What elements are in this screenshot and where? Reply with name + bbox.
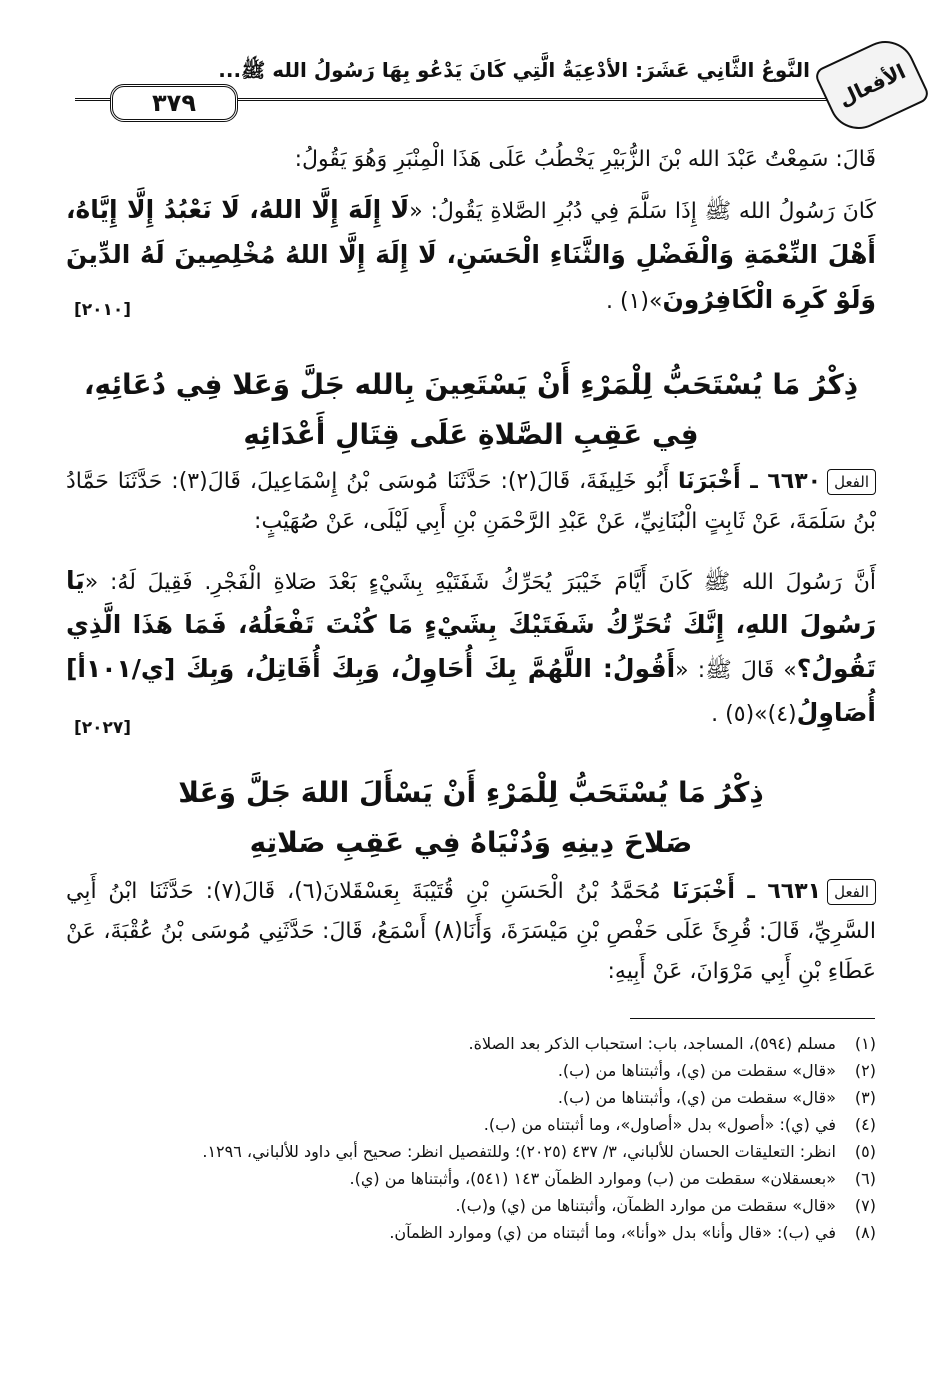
footnote-text: «قال» سقطت من (ي)، وأثبتناها من (ب). [557, 1088, 836, 1107]
hadith-end-bold: لَا إِلَهَ إِلَّا اللهُ، لَا نَعْبُدُ إِلَّا إِيَّاهُ، أَهْلَ النِّعْمَةِ وَالْفَضْلِ وَالثَّنَاءِ الْحَسَنِ، لَا إِلَهَ إِلَّا اللهُ مُخْلِصِينَ لَهُ الدِّينَ وَلَوْ كَرِهَ الْكَافِرُونَ [66, 195, 876, 314]
footnote-number: (٦) [854, 1169, 876, 1188]
footnote-text: انظر: التعليقات الحسان للألباني، ٣/ ٤٣٧ (٢٠٢٥)؛ وللتفصيل انظر: صحيح أبي داود للألباني، ١٢٩٦. [202, 1142, 836, 1161]
footnotes [66, 1030, 876, 1246]
hadith-6631-number: ٦٦٣١ ـ أَخْبَرَنَا [672, 879, 822, 904]
footnote-number: (٢) [854, 1061, 876, 1080]
hadith-end-line1: قَالَ: سَمِعْتُ عَبْدَ الله بْنَ الزُّبَيْرِ يَخْطُبُ عَلَى هَذَا الْمِنْبَرِ وَهُوَ يَقُولُ: [294, 147, 876, 172]
hadith-6630-matn-mid: » قَالَ ﷺ: « [675, 658, 797, 683]
section2-heading [60, 768, 882, 868]
hadith-end-close: »(١) . [606, 289, 663, 314]
hadith-6630-isnad [66, 462, 876, 542]
section1-heading [60, 360, 882, 460]
footnote [66, 1111, 876, 1138]
footnote [66, 1084, 876, 1111]
page-header [70, 48, 920, 128]
hadith-6630-isnad-text: أَبُو خَلِيفَةَ، قَالَ(٢): حَدَّثَنَا مُوسَى بْنُ إِسْمَاعِيلَ، قَالَ(٣): حَدَّثَنَا حَمَّادُ بْنُ سَلَمَةَ، عَنْ ثَابِتٍ الْبُنَانِيِّ، عَنْ عَبْدِ الرَّحْمَنِ بْنِ أَبِي لَيْلَى، عَنْ صُهَيْبٍ: [66, 469, 876, 534]
page-number: ٣٧٩ [110, 84, 238, 122]
footnote-text: مسلم (٥٩٤)، المساجد، باب: استحباب الذكر بعد الصلاة. [468, 1034, 836, 1053]
footnote-separator [630, 1018, 875, 1019]
footnote-number: (٣) [854, 1088, 876, 1107]
footnote-text: في (ب): «قال وأنا» بدل «وأنا»، وما أثبتناه من (ي) وموارد الظمآن. [389, 1223, 836, 1242]
hadith-6631-isnad-text: مُحَمَّدُ بْنُ الْحَسَنِ بْنِ قُتَيْبَةَ بِعَسْقَلانَ(٦)، قَالَ(٧): حَدَّثَنَا ابْنُ أَبِي السَّرِيِّ، قَالَ: قُرِئَ عَلَى حَفْصِ بْنِ مَيْسَرَةَ، وَأَنَا(٨) أَسْمَعُ، قَالَ: حَدَّثَنِي مُوسَى بْنُ عُقْبَةَ، عَنْ عَطَاءِ بْنِ أَبِي مَرْوَانَ، عَنْ أَبِيهِ: [66, 879, 876, 984]
hadith-end-plain: كَانَ رَسُولُ الله ﷺ إِذَا سَلَّمَ فِي دُبُرِ الصَّلاةِ يَقُولُ: « [409, 199, 876, 224]
footnote-number: (٧) [854, 1196, 876, 1215]
hadith-6630-matn-end: (٤)»(٥) . [711, 702, 797, 727]
footnote-number: (٥) [854, 1142, 876, 1161]
footnote [66, 1219, 876, 1246]
footnote-text: «قال» سقطت من (ي)، وأثبتناها من (ب). [557, 1061, 836, 1080]
footnote [66, 1138, 876, 1165]
section-badge: الأفعال [813, 31, 931, 139]
hadith-6630-label: الفعل [827, 469, 876, 495]
footnote [66, 1165, 876, 1192]
section1-heading-line2: فِي عَقِبِ الصَّلاةِ عَلَى قِتَالِ أَعْدَائِهِ [243, 418, 699, 451]
footnote-number: (٤) [854, 1115, 876, 1134]
hadith-6630-number: ٦٦٣٠ ـ أَخْبَرَنَا [678, 469, 822, 494]
footnote-number: (٨) [854, 1223, 876, 1242]
hadith-6630-matn [66, 560, 876, 736]
header-title: النَّوعُ الثَّانِي عَشَرَ: الأدْعِيَةُ الَّتِي كَانَ يَدْعُو بِهَا رَسُولُ الله ﷺ... [218, 58, 810, 82]
footnote-text: «بعسقلان» سقطت من (ب) وموارد الظمآن ١٤٣ (٥٤١)، وأثبتناها من (ي). [349, 1169, 836, 1188]
hadith-6630-matn-bold2: أَقُولُ: اللَّهُمَّ بِكَ أُحَاوِلُ، وَبِكَ أُقَاتِلُ، وَبِكَ [ي/١٠١أ] أُصَاوِلُ [66, 654, 876, 727]
section1-heading-line1: ذِكْرُ مَا يُسْتَحَبُّ لِلْمَرْءِ أَنْ يَسْتَعِينَ بِالله جَلَّ وَعَلا فِي دُعَائِهِ، [83, 368, 859, 401]
section2-heading-line1: ذِكْرُ مَا يُسْتَحَبُّ لِلْمَرْءِ أَنْ يَسْأَلَ اللهَ جَلَّ وَعَلا [178, 776, 764, 809]
footnote [66, 1057, 876, 1084]
section2-heading-line2: صَلاحَ دِينِهِ وَدُنْيَاهُ فِي عَقِبِ صَلاتِهِ [249, 826, 693, 859]
hadith-6631-label: الفعل [827, 879, 876, 905]
hadith-ref-2027: [٢٠٢٧] [74, 718, 132, 738]
footnote [66, 1030, 876, 1057]
footnote-number: (١) [854, 1034, 876, 1053]
hadith-end-text [66, 188, 876, 323]
hadith-6630-matn-bold: يَا رَسُولَ اللهِ، إِنَّكَ تُحَرِّكُ شَفَتَيْكَ بِشَيْءٍ مَا كُنْتَ تَفْعَلُهُ، فَمَا هَذَا الَّذِي تَقُولُ؟ [66, 566, 876, 683]
hadith-6631-isnad [66, 872, 876, 992]
footnote-text: «قال» سقطت من موارد الظمآن، وأثبتناها من (ي) و(ب). [455, 1196, 836, 1215]
footnote [66, 1192, 876, 1219]
hadith-ref-2010: [٢٠١٠] [74, 300, 132, 320]
footnote-text: في (ي): «أصول» بدل «أصاول»، وما أثبتناه من (ب). [483, 1115, 836, 1134]
hadith-6630-matn-plain: أَنَّ رَسُولَ الله ﷺ كَانَ أَيَّامَ خَيْبَرَ يُحَرِّكُ شَفَتَيْهِ بِشَيْءٍ بَعْدَ صَلاةِ الْفَجْرِ. فَقِيلَ لَهُ: « [84, 570, 876, 595]
